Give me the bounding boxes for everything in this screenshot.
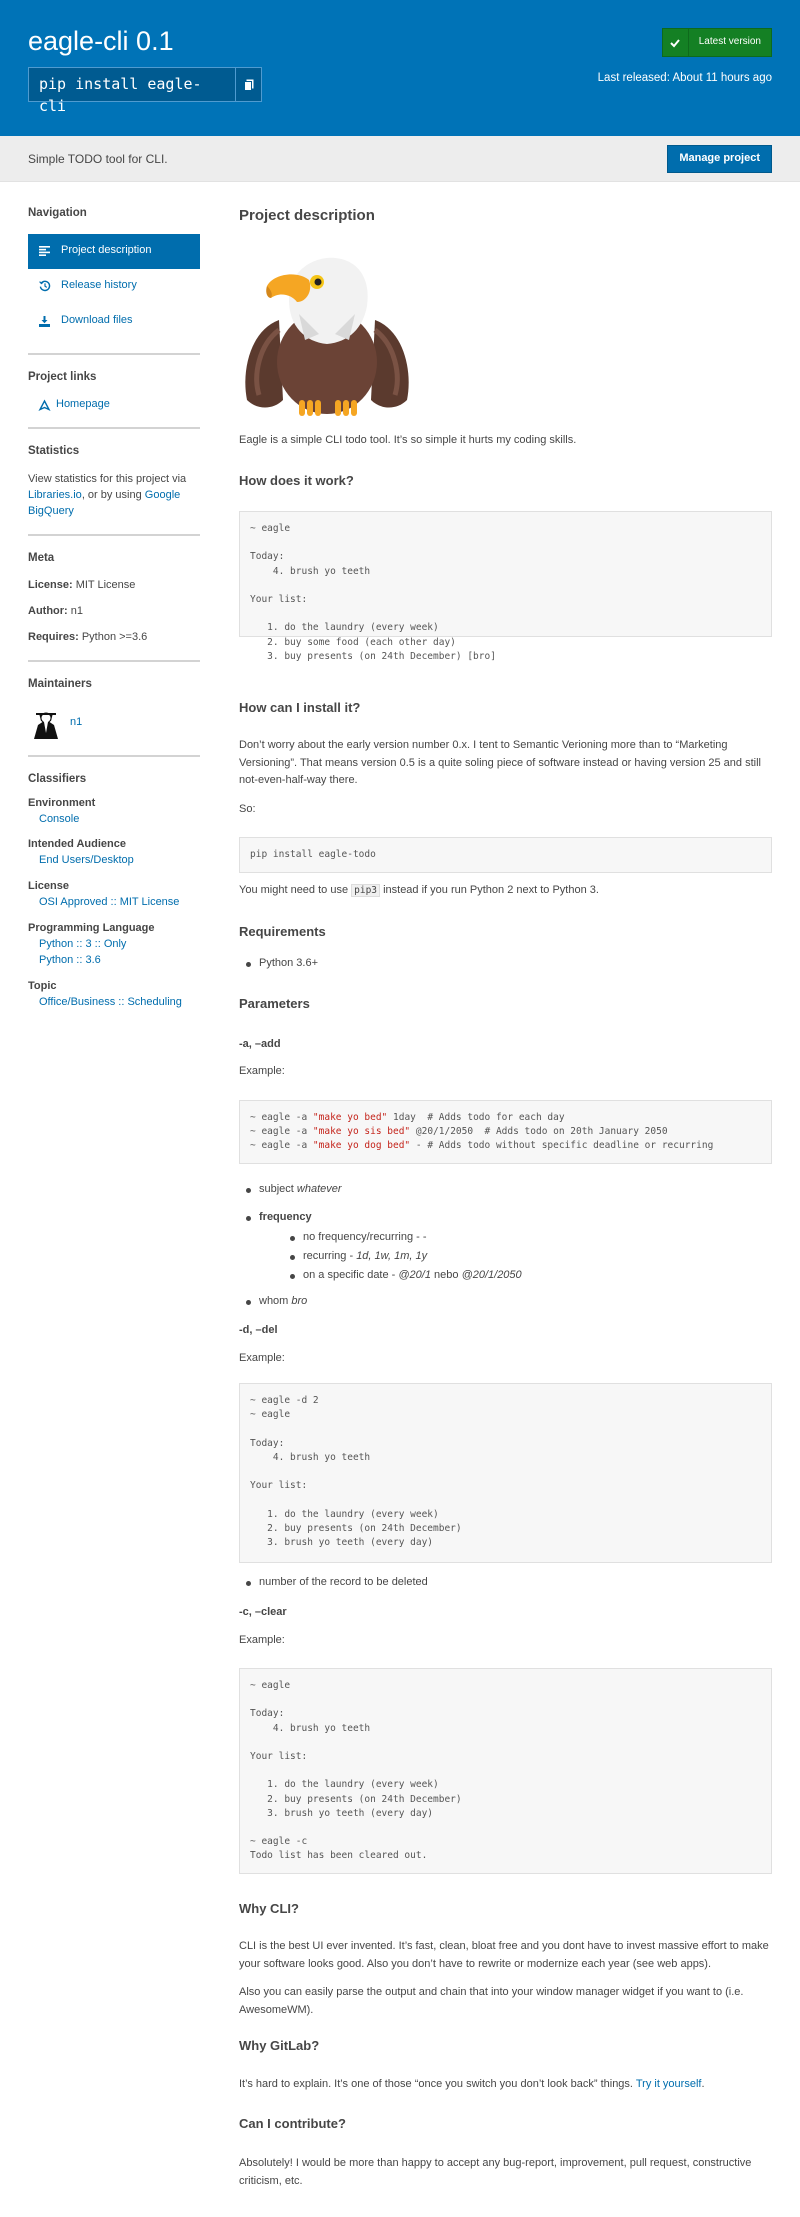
divider [28,427,200,429]
maintainer-name: n1 [70,715,83,728]
classifier-heading: Intended Audience [28,838,126,851]
code-block: pip install eagle-todo [239,837,772,873]
navigation-heading: Navigation [28,207,87,219]
code-text: ~ eagle -a [250,1126,313,1138]
classifier-link[interactable]: Python :: 3 :: Only [39,938,127,951]
param-label: on a specific date - [303,1268,399,1281]
code-line [250,1140,713,1151]
divider [28,755,200,757]
code-string: "make yo bed" [312,1112,388,1123]
code-block: ~ eagle Today: 4. brush yo teeth Your list: 1. do the laundry (every week) 2. buy some food (each other day) 3. buy presents (on 24th December) [bro] [239,511,772,637]
contribute-text: Absolutely! I would be more than happy to accept any bug-report, improvement, pull request, constructive criticism, etc. [239,2157,752,2187]
paragraph-text: . [701,2078,705,2090]
code-line [250,1126,668,1137]
del-notes [239,1575,428,1591]
code-block: ~ eagle -d 2 ~ eagle Today: 4. brush yo teeth Your list: 1. do the laundry (every week) 2. buy presents (on 24th December) 3. brush yo teeth (every day) [239,1383,772,1563]
list-item: Python 3.6+ [239,956,318,972]
code-text: 1day # Adds todo for each day [387,1112,565,1123]
param-label: recurring - [303,1249,357,1262]
project-links-heading: Project links [28,370,97,383]
divider [28,534,200,536]
classifier-link[interactable]: Office/Business :: Scheduling [39,995,182,1008]
example-label: Example: [239,1065,285,1077]
meta-value: MIT License [75,579,136,592]
classifier-group [28,979,200,1011]
statistics-text-part: , or by using [81,488,145,501]
param-add: -a, –add [239,1038,281,1050]
code-text: ~ eagle -a [250,1140,313,1152]
latest-version-badge[interactable] [662,28,772,57]
code-block [239,1100,772,1164]
homepage-link[interactable] [28,397,200,413]
inline-code: pip3 [351,884,380,897]
param-label: nebo [430,1268,462,1281]
meta-key: License: [28,579,73,592]
classifier-link[interactable]: Console [39,812,80,825]
latest-version-label: Latest version [698,36,761,48]
pip-command[interactable]: pip install eagle-cli [29,68,235,101]
code-text: ~ eagle -a [250,1112,313,1123]
list-item [239,1182,522,1198]
param-value: @20/1 [398,1268,431,1281]
release-date: Last released: About 11 hours ago [597,72,772,84]
why-cli-text: CLI is the best UI ever invented. It’s fast, clean, bloat free and you dont have to invest massive effort to make your software looks good. Also you don’t have to rewrite or modernize each year (see web apps). [239,1940,769,1970]
example-label: Example: [239,1634,285,1646]
requirements-list [239,956,318,972]
example-label: Example: [239,1352,285,1364]
divider [28,660,200,662]
meta-license [28,578,200,594]
classifier-heading: Topic [28,980,57,993]
home-icon [39,400,50,411]
history-icon [39,280,55,292]
classifier-heading: License [28,880,69,893]
code-block: ~ eagle Today: 4. brush yo teeth Your list: 1. do the laundry (every week) 2. buy presents (on 24th December) 3. brush yo teeth (every day) ~ eagle -c Todo list has been cleared out. [239,1668,772,1874]
manage-project-button[interactable]: Manage project [667,145,772,173]
statistics-text [28,472,200,520]
why-cli-heading: Why CLI? [239,1901,299,1916]
classifiers-heading: Classifiers [28,772,87,785]
why-cli-text: Also you can easily parse the output and chain that into your window manager widget if you want to (i.e. AwesomeWM). [239,1986,744,2016]
param-label: subject [259,1183,297,1195]
package-summary-bar [0,136,800,182]
eagle-logo [239,250,415,425]
nav-label: Project description [61,244,152,257]
classifier-group [28,921,200,969]
list-item [283,1268,522,1284]
nav-download-files[interactable] [28,304,200,339]
code-text: @20/1/2050 # Adds todo on 20th January 2050 [410,1126,668,1138]
meta-key: Author: [28,605,68,618]
so-text: So: [239,803,256,815]
list-item: number of the record to be deleted [239,1575,428,1591]
param-clear: -c, –clear [239,1606,287,1618]
list-item [283,1249,522,1265]
note-text: instead if you run Python 2 next to Python 3. [380,884,599,896]
package-summary: Simple TODO tool for CLI. [28,152,168,166]
meta-author [28,604,200,620]
code-string: "make yo sis bed" [312,1126,411,1138]
meta-value: n1 [70,605,84,618]
param-value: whatever [296,1183,342,1195]
package-header [0,0,800,136]
check-icon [663,29,689,56]
list-item: no frequency/recurring - - [283,1230,522,1246]
how-heading: How does it work? [239,473,354,488]
code-line [250,1112,565,1123]
package-title: eagle-cli 0.1 [28,26,174,56]
param-list [239,1182,522,1310]
classifier-heading: Programming Language [28,922,155,935]
try-it-link[interactable]: Try it yourself [635,2078,702,2090]
bigquery-link[interactable]: Google BigQuery [28,488,181,517]
code-string: "make yo dog bed" [312,1140,411,1152]
frequency-list [283,1230,522,1284]
install-heading: How can I install it? [239,700,361,715]
description-title: Project description [239,207,375,224]
param-value: bro [291,1294,308,1307]
intro-text: Eagle is a simple CLI todo tool. It’s so simple it hurts my coding skills. [239,434,577,446]
note-text: You might need to use [239,884,352,896]
list-item [239,1294,522,1310]
classifier-link[interactable]: End Users/Desktop [39,854,134,867]
classifier-link[interactable]: OSI Approved :: MIT License [39,896,180,909]
statistics-heading: Statistics [28,445,80,458]
statistics-text-part: View statistics for this project via [28,472,187,485]
sidebar [28,205,200,1021]
param-value: @20/1/2050 [461,1268,522,1281]
maintainer-entry[interactable] [28,705,200,741]
maintainers-heading: Maintainers [28,678,92,691]
download-icon [39,316,55,327]
classifier-group [28,879,200,911]
param-label: frequency [259,1210,312,1223]
nav-release-history[interactable] [28,269,200,304]
copy-button[interactable] [235,68,261,101]
why-gitlab-text [239,2077,705,2093]
paragraph-text: It’s hard to explain. It’s one of those “once you switch you don’t look back” things. [239,2078,636,2090]
why-gitlab-heading: Why GitLab? [239,2038,320,2053]
nav-project-description[interactable] [28,234,200,269]
classifier-link[interactable]: Python :: 3.6 [39,954,101,967]
install-text: Don’t worry about the early version number 0.x. I tent to Semantic Verioning more than to “Marketing Versioning”. That means version 0.5 is a quite soling piece of software instead or having version 25 and still not-even-half-way there. [239,739,761,787]
meta-heading: Meta [28,551,55,564]
nav-label: Release history [61,279,137,292]
classifier-group [28,837,200,869]
list-item [239,1210,522,1284]
param-value: 1d, 1w, 1m, 1y [356,1249,428,1262]
divider [28,353,200,355]
libraries-io-link[interactable]: Libraries.io [28,488,82,501]
meta-key: Requires: [28,631,79,644]
contribute-heading: Can I contribute? [239,2116,346,2131]
nav-label: Download files [61,314,133,327]
parameters-heading: Parameters [239,996,310,1011]
align-left-icon [39,246,55,256]
classifier-group [28,796,200,828]
requirements-heading: Requirements [239,924,326,939]
param-label: whom [259,1294,292,1307]
avatar [28,705,64,741]
homepage-label: Homepage [56,398,110,411]
meta-value: Python >=3.6 [81,631,148,644]
meta-requires [28,630,200,646]
pip-command-box [28,67,262,115]
classifier-heading: Environment [28,796,96,809]
pip3-note [239,883,599,899]
param-del: -d, –del [239,1324,278,1336]
clipboard-icon [244,79,254,91]
code-text: - # Adds todo without specific deadline or recurring [410,1140,714,1152]
